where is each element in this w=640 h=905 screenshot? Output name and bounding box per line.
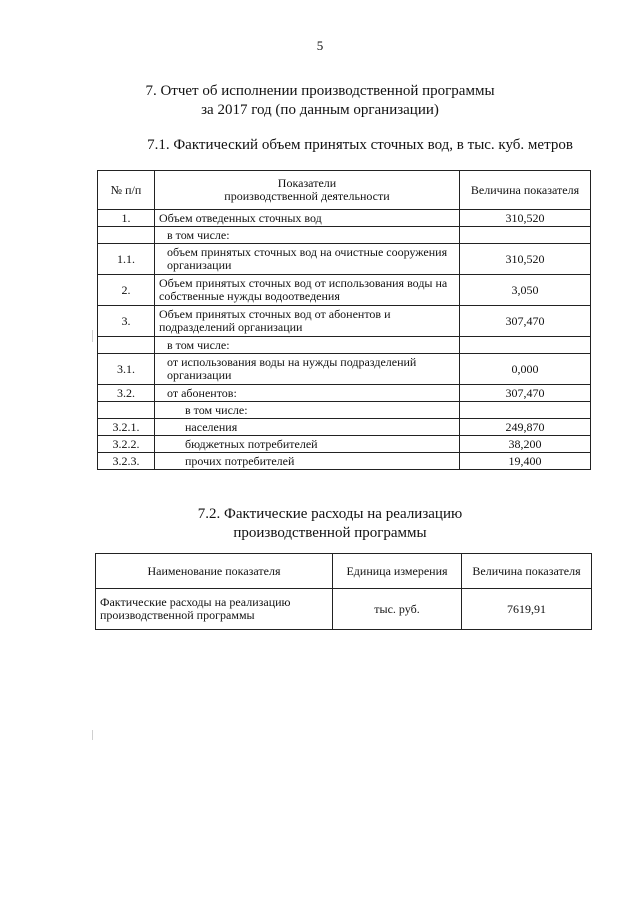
table-row [98,306,591,337]
section-7-title-line2: за 2017 год (по данным организации) [201,102,439,118]
row-name: прочих потребителей [155,453,460,470]
row-unit: тыс. руб. [333,589,462,630]
scan-mark [92,730,93,740]
table-header-row [98,171,591,210]
section-7-1-title: 7.1. Фактический объем принятых сточных вод, в тыс. куб. метров [147,137,573,153]
table-row [98,337,591,354]
header-unit: Единица измерения [333,554,462,589]
header-indicator-line2: производственной деятельности [224,189,390,203]
row-name: в том числе: [155,227,460,244]
row-value [460,227,591,244]
row-name: объем принятых сточных вод на очистные сооружения организации [155,244,460,275]
header-value: Величина показателя [460,171,591,210]
table-row [98,275,591,306]
row-name: бюджетных потребителей [155,436,460,453]
row-num: 1. [98,210,155,227]
table-row [98,244,591,275]
row-name: Фактические расходы на реализацию производственной программы [96,589,333,630]
header-indicator-line1: Показатели [277,176,337,190]
row-num: 3.2.1. [98,419,155,436]
row-value: 307,470 [460,385,591,402]
table-row [98,227,591,244]
row-num: 2. [98,275,155,306]
row-name: населения [155,419,460,436]
row-name: Объем принятых сточных вод от использования воды на собственные нужды водоотведения [155,275,460,306]
table-row [98,453,591,470]
header-indicator-name: Наименование показателя [96,554,333,589]
table-row [96,589,592,630]
row-name: в том числе: [155,337,460,354]
section-7-title [0,82,640,120]
section-7-2-title-line2: производственной программы [233,525,427,541]
row-value: 19,400 [460,453,591,470]
row-value: 3,050 [460,275,591,306]
row-num: 3.2.2. [98,436,155,453]
section-7-2-title-line1: 7.2. Фактические расходы на реализацию [197,506,463,522]
header-num: № п/п [98,171,155,210]
table-header-row [96,554,592,589]
row-name: от использования воды на нужды подразделений организации [155,354,460,385]
row-num: 3.2.3. [98,453,155,470]
table-row [98,210,591,227]
row-name: Объем принятых сточных вод от абонентов и подразделений организации [155,306,460,337]
row-value [460,402,591,419]
row-value: 38,200 [460,436,591,453]
row-num: 1.1. [98,244,155,275]
section-7-title-line1: 7. Отчет об исполнении производственной программы [145,83,495,99]
sewage-volume-table [97,170,591,470]
table-row [98,419,591,436]
row-value: 249,870 [460,419,591,436]
row-num [98,402,155,419]
page-number: 5 [316,38,324,53]
row-value: 307,470 [460,306,591,337]
table-row [98,385,591,402]
row-value [460,337,591,354]
row-num: 3. [98,306,155,337]
row-name: в том числе: [155,402,460,419]
section-7-2-title [10,505,640,543]
scan-mark [92,330,93,342]
row-num [98,227,155,244]
table-row [98,402,591,419]
table-row [98,436,591,453]
expenses-table [95,553,592,630]
row-value: 7619,91 [462,589,592,630]
row-name: от абонентов: [155,385,460,402]
row-num [98,337,155,354]
row-name: Объем отведенных сточных вод [155,210,460,227]
header-value: Величина показателя [462,554,592,589]
row-num: 3.1. [98,354,155,385]
header-indicator [155,171,460,210]
row-value: 0,000 [460,354,591,385]
row-num: 3.2. [98,385,155,402]
table-row [98,354,591,385]
row-value: 310,520 [460,244,591,275]
row-value: 310,520 [460,210,591,227]
